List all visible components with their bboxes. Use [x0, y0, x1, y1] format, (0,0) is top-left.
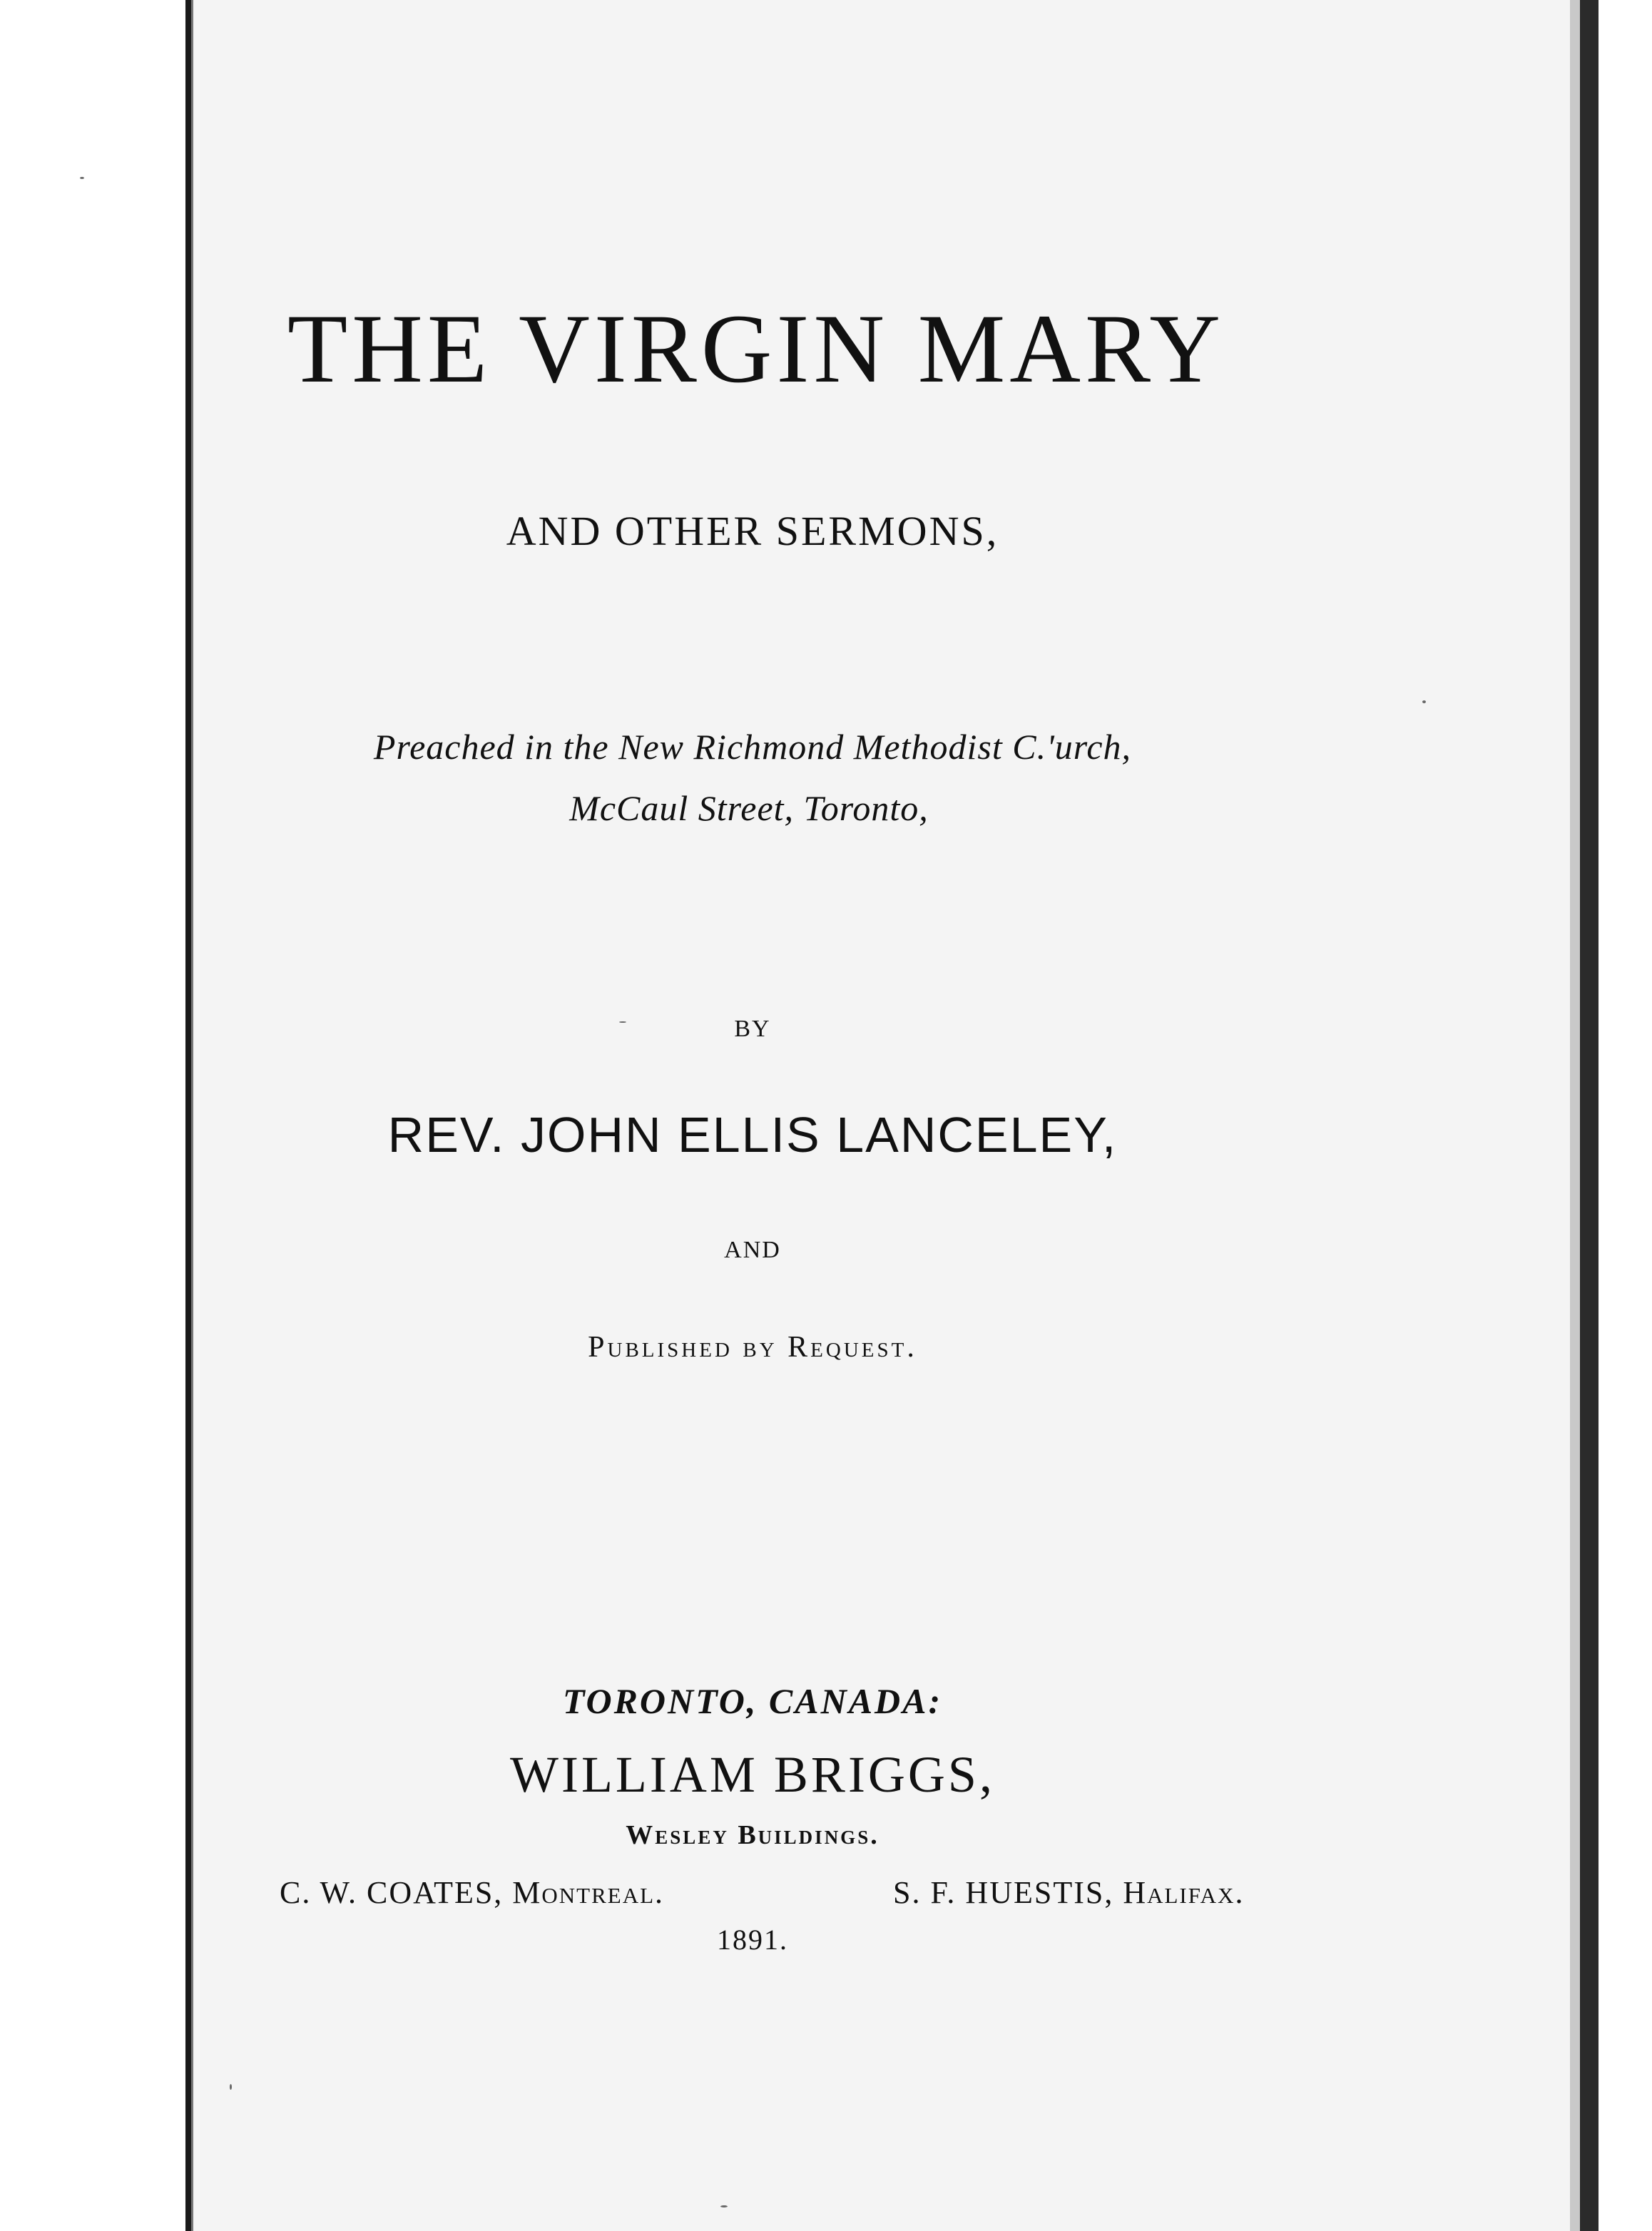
- scan-speck: [80, 177, 84, 179]
- scan-speck: [1422, 700, 1426, 703]
- imprint-place: TORONTO, CANADA:: [562, 1681, 943, 1721]
- imprint-agent-montreal: C. W. COATES, Montreal.: [280, 1875, 665, 1910]
- by-label: BY: [734, 1016, 771, 1042]
- page-edge-shadow: [1570, 0, 1580, 2231]
- imprint-buildings: Wesley Buildings.: [626, 1820, 879, 1850]
- preached-line-2: McCaul Street, Toronto,: [569, 788, 929, 828]
- imprint-agent-halifax: S. F. HUESTIS, Halifax.: [893, 1875, 1245, 1910]
- published-by-request: Published by Request.: [588, 1331, 917, 1364]
- author-name: REV. JOHN ELLIS LANCELEY,: [387, 1107, 1118, 1163]
- scan-speck: [230, 2084, 232, 2090]
- imprint-publisher: WILLIAM BRIGGS,: [510, 1746, 995, 1803]
- facing-page-margin: [0, 0, 185, 2231]
- preached-line-1: Preached in the New Richmond Methodist C.'urch,: [373, 727, 1132, 767]
- binding-edge: [185, 0, 191, 2231]
- scan-speck: [720, 2205, 728, 2207]
- scan-border: [1580, 0, 1599, 2231]
- imprint-year: 1891.: [717, 1924, 788, 1956]
- scan-margin: [1599, 0, 1652, 2231]
- and-label: AND: [724, 1237, 781, 1263]
- book-title: THE VIRGIN MARY: [287, 294, 1225, 403]
- book-subtitle: AND OTHER SERMONS,: [506, 508, 999, 554]
